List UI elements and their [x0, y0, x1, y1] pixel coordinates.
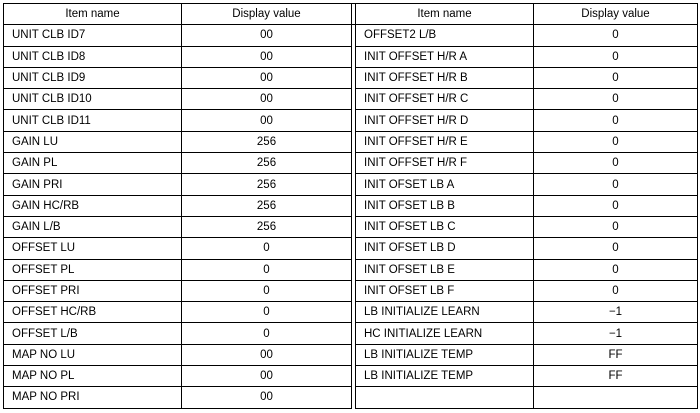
left-item-name: UNIT CLB ID8: [4, 46, 182, 67]
table-row: [4, 344, 698, 365]
table-row: [4, 323, 698, 344]
left-display-value: 0: [182, 280, 352, 301]
left-display-value: 00: [182, 46, 352, 67]
right-display-value: 0: [534, 131, 698, 152]
right-item-name: INIT OFSET LB B: [356, 195, 534, 216]
data-monitor-table: [3, 3, 698, 409]
left-display-value: 0: [182, 302, 352, 323]
right-display-value: −1: [534, 302, 698, 323]
right-item-name: HC INITIALIZE LEARN: [356, 323, 534, 344]
right-item-name: LB INITIALIZE LEARN: [356, 302, 534, 323]
header-display-value-left: Display value: [182, 4, 352, 25]
table-row: [4, 25, 698, 46]
right-item-name: INIT OFFSET H/R C: [356, 89, 534, 110]
left-item-name: OFFSET PRI: [4, 280, 182, 301]
left-display-value: 0: [182, 259, 352, 280]
right-display-value: FF: [534, 344, 698, 365]
left-item-name: GAIN HC/RB: [4, 195, 182, 216]
left-display-value: 256: [182, 174, 352, 195]
left-display-value: 256: [182, 216, 352, 237]
left-item-name: OFFSET PL: [4, 259, 182, 280]
right-display-value: 0: [534, 89, 698, 110]
header-display-value-right: Display value: [534, 4, 698, 25]
table-row: [4, 153, 698, 174]
right-item-name: LB INITIALIZE TEMP: [356, 366, 534, 387]
right-display-value: 0: [534, 174, 698, 195]
right-display-value: 0: [534, 67, 698, 88]
right-item-name: INIT OFSET LB D: [356, 238, 534, 259]
right-item-name: INIT OFSET LB A: [356, 174, 534, 195]
right-item-name: INIT OFFSET H/R E: [356, 131, 534, 152]
table-row: [4, 174, 698, 195]
right-item-name: LB INITIALIZE TEMP: [356, 344, 534, 365]
left-display-value: 00: [182, 366, 352, 387]
right-item-name: INIT OFFSET H/R F: [356, 153, 534, 174]
left-display-value: 00: [182, 344, 352, 365]
left-item-name: GAIN LU: [4, 131, 182, 152]
table-row: [4, 67, 698, 88]
right-display-value: 0: [534, 25, 698, 46]
right-display-value: 0: [534, 46, 698, 67]
right-display-value: 0: [534, 238, 698, 259]
right-display-value: 0: [534, 216, 698, 237]
right-item-name: INIT OFSET LB E: [356, 259, 534, 280]
header-row: [4, 4, 698, 25]
right-item-name: INIT OFFSET H/R A: [356, 46, 534, 67]
left-item-name: GAIN L/B: [4, 216, 182, 237]
right-display-value: −1: [534, 323, 698, 344]
left-item-name: OFFSET LU: [4, 238, 182, 259]
left-item-name: GAIN PRI: [4, 174, 182, 195]
left-display-value: 0: [182, 238, 352, 259]
header-item-name-right: Item name: [356, 4, 534, 25]
left-item-name: UNIT CLB ID11: [4, 110, 182, 131]
right-item-name: INIT OFSET LB C: [356, 216, 534, 237]
header-item-name-left: Item name: [4, 4, 182, 25]
left-display-value: 0: [182, 323, 352, 344]
right-display-value: 0: [534, 280, 698, 301]
table-row: [4, 366, 698, 387]
right-item-name: OFFSET2 L/B: [356, 25, 534, 46]
left-display-value: 00: [182, 25, 352, 46]
left-display-value: 00: [182, 387, 352, 408]
table-row: [4, 131, 698, 152]
table-row: [4, 238, 698, 259]
left-item-name: MAP NO LU: [4, 344, 182, 365]
left-item-name: MAP NO PL: [4, 366, 182, 387]
right-item-name: INIT OFFSET H/R D: [356, 110, 534, 131]
table-body: [4, 25, 698, 408]
right-item-name: [356, 387, 534, 408]
right-item-name: INIT OFFSET H/R B: [356, 67, 534, 88]
table-row: [4, 216, 698, 237]
right-display-value: 0: [534, 110, 698, 131]
table-row: [4, 259, 698, 280]
left-display-value: 256: [182, 153, 352, 174]
right-item-name: INIT OFSET LB F: [356, 280, 534, 301]
left-display-value: 00: [182, 89, 352, 110]
left-item-name: MAP NO PRI: [4, 387, 182, 408]
right-display-value: FF: [534, 366, 698, 387]
table-row: [4, 110, 698, 131]
table-row: [4, 280, 698, 301]
left-item-name: UNIT CLB ID7: [4, 25, 182, 46]
table-row: [4, 387, 698, 408]
table-row: [4, 302, 698, 323]
left-display-value: 00: [182, 67, 352, 88]
left-item-name: OFFSET L/B: [4, 323, 182, 344]
right-display-value: 0: [534, 153, 698, 174]
table-row: [4, 195, 698, 216]
left-display-value: 256: [182, 131, 352, 152]
table-row: [4, 89, 698, 110]
right-display-value: 0: [534, 195, 698, 216]
left-item-name: OFFSET HC/RB: [4, 302, 182, 323]
table-row: [4, 46, 698, 67]
right-display-value: [534, 387, 698, 408]
left-item-name: GAIN PL: [4, 153, 182, 174]
left-item-name: UNIT CLB ID9: [4, 67, 182, 88]
left-item-name: UNIT CLB ID10: [4, 89, 182, 110]
left-display-value: 00: [182, 110, 352, 131]
right-display-value: 0: [534, 259, 698, 280]
left-display-value: 256: [182, 195, 352, 216]
